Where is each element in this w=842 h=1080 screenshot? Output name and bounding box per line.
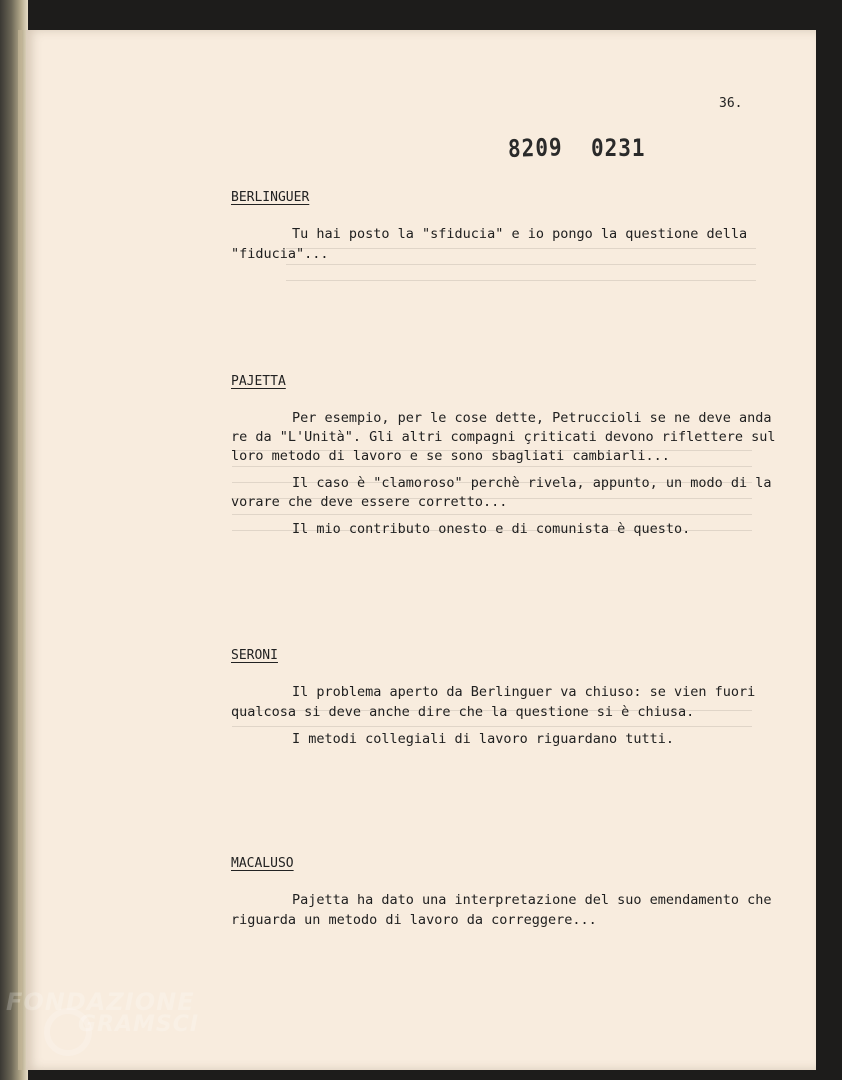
transcript-line: "fiducia"...: [231, 246, 329, 262]
transcript-line: Il problema aperto da Berlinguer va chiuso: se vien fuori: [292, 684, 756, 700]
transcript-line: I metodi collegiali di lavoro riguardano tutti.: [292, 731, 675, 747]
transcript-line: vorare che deve essere corretto...: [231, 494, 508, 510]
transcript-line: Il caso è "clamoroso" perchè rivela, appunto, un modo di la: [292, 475, 772, 491]
watermark-line-1: FONDAZIONE: [6, 988, 195, 1016]
archive-stamp-number-1: 8209: [507, 133, 564, 163]
transcript-line: loro metodo di lavoro e se sono sbagliati cambiarli...: [231, 448, 670, 464]
transcript-line: Per esempio, per le cose dette, Petruccioli se ne deve anda: [292, 410, 772, 426]
transcript-line: qualcosa si deve anche dire che la questione si è chiusa.: [231, 704, 695, 720]
show-through-text: [286, 248, 756, 288]
fondazione-gramsci-watermark: [6, 988, 211, 1058]
transcript-line: Tu hai posto la "sfiducia" e io pongo la questione della: [292, 226, 748, 242]
speaker-pajetta: PAJETTA: [231, 374, 286, 389]
transcript-line: Pajetta ha dato una interpretazione del suo emendamento che: [292, 892, 772, 908]
page-number: 36.: [719, 96, 743, 111]
binding-edge: [18, 30, 22, 1070]
transcript-line: re da "L'Unità". Gli altri compagni çriticati devono riflettere sul: [231, 429, 776, 445]
transcript-line: riguarda un metodo di lavoro da correggere...: [231, 912, 597, 928]
archive-stamp-number-2: 0231: [591, 134, 646, 162]
book-binding: [0, 0, 28, 1080]
speaker-macaluso: MACALUSO: [231, 856, 294, 871]
watermark-line-2: GRAMSCI: [78, 1012, 200, 1037]
speaker-seroni: SERONI: [231, 648, 278, 663]
transcript-line: Il mio contributo onesto e di comunista è questo.: [292, 521, 691, 537]
speaker-berlinguer: BERLINGUER: [231, 190, 310, 205]
